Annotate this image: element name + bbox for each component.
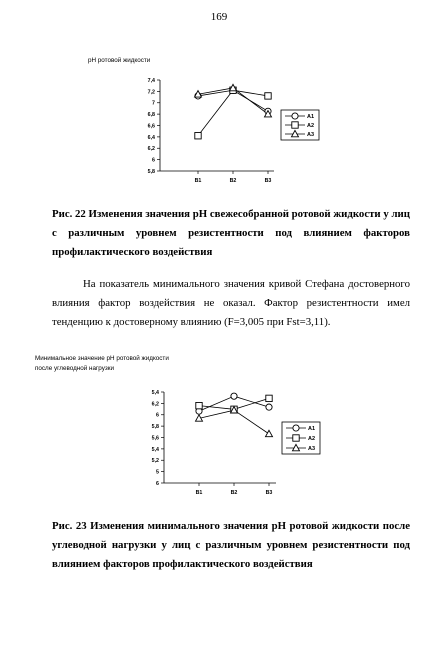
legend-square-icon [293, 435, 299, 441]
series-a2-point [195, 133, 201, 139]
y-tick-label: 6,4 [147, 134, 155, 141]
series-a3-point [266, 430, 273, 436]
y-tick-label: 5,8 [151, 424, 159, 431]
y-tick-label: 6 [156, 412, 159, 419]
y-tick-label: 6,2 [151, 401, 159, 408]
x-tick-label: B3 [265, 490, 273, 496]
y-tick-label: 6,2 [147, 146, 155, 153]
x-tick-label: B3 [264, 178, 272, 184]
y-tick-label: 7,4 [147, 77, 155, 84]
legend-square-icon [292, 122, 298, 128]
y-tick-label: 5 [156, 469, 159, 476]
series-a3-line [199, 410, 269, 434]
y-tick-label: 6 [152, 157, 155, 164]
legend-label-a1: A1 [308, 426, 316, 432]
chart-1 [0, 70, 438, 190]
series-a2-line [198, 90, 268, 136]
series-a1-point [231, 393, 237, 399]
legend-label-a2: A2 [307, 123, 315, 129]
y-tick-label: 6,8 [147, 112, 155, 119]
series-a2-point [265, 93, 271, 99]
legend-label-a2: A2 [308, 436, 316, 442]
body-paragraph [52, 275, 410, 332]
y-tick-label: 7 [152, 100, 155, 107]
y-tick-label: 5,4 [151, 446, 159, 453]
chart-1-title: рН ротовой жидкости [88, 57, 151, 64]
y-tick-label: 5,6 [151, 435, 159, 442]
chart-2-title: Минимальное значение рН ротовой жидкости после углеводной нагрузки [35, 355, 169, 372]
caption-fig-22-text: Рис. 22 Изменения значения рН свежесобранной ротовой жидкости у лиц с различным уровнем резистентности под влиянием факторов профилактического воздействия [52, 208, 410, 258]
legend-label-a3: A3 [307, 132, 315, 138]
legend-circle-icon [292, 113, 298, 119]
x-tick-label: B2 [229, 178, 237, 184]
y-tick-label: 7,2 [147, 89, 155, 96]
y-tick-label: 5,8 [147, 168, 155, 175]
legend-label-a3: A3 [308, 446, 316, 452]
body-paragraph-text: На показатель минимального значения кривой Стефана достоверного влияния фактор воздействия не оказал. Фактор резистентности имел тенденцию к достоверному влиянию (F=3,005 при Fst=3,11). [52, 278, 410, 328]
legend-circle-icon [293, 425, 299, 431]
legend-label-a1: A1 [307, 114, 315, 120]
x-tick-label: B1 [195, 490, 203, 496]
y-tick-label: 5,4 [151, 389, 159, 396]
series-a2-point [266, 395, 272, 401]
x-tick-label: B1 [194, 178, 202, 184]
series-a1-point [266, 404, 272, 410]
x-tick-label: B2 [230, 490, 238, 496]
caption-fig-23-text: Рис. 23 Изменения минимального значения рН ротовой жидкости после углеводной нагрузки у лиц с различным уровнем резистентности под влиянием факторов профилактического воздействия [52, 520, 410, 570]
y-tick-label: 5,2 [151, 458, 159, 465]
chart-2 [0, 380, 438, 500]
caption-fig-22 [52, 205, 410, 262]
y-tick-label: 6,6 [147, 123, 155, 130]
page-number: 169 [210, 11, 228, 23]
y-tick-label: 6 [156, 480, 159, 487]
series-a2-point [196, 402, 202, 408]
caption-fig-23 [52, 517, 410, 574]
